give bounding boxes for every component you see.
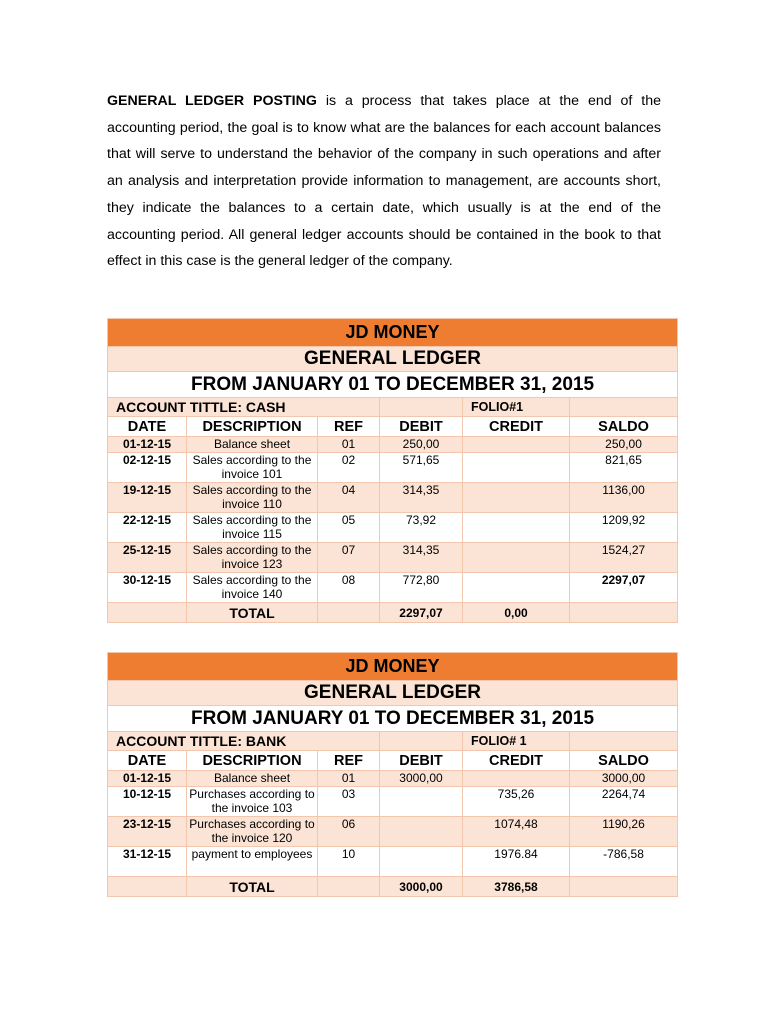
cell-saldo: 2297,07 (570, 573, 678, 603)
cell-saldo: 821,65 (570, 453, 678, 483)
cell-debit: 314,35 (380, 483, 463, 513)
cell-date: 01-12-15 (108, 771, 187, 787)
header-ref: REF (318, 751, 380, 771)
ledger-title: GENERAL LEDGER (108, 347, 678, 372)
intro-paragraph (107, 88, 661, 275)
cell-credit (463, 543, 570, 573)
cell-description: Balance sheet (187, 771, 318, 787)
intro-text: is a process that takes place at the end of the accounting period, the goal is to know what are the balances for each account balances that will serve to understand the behavior of the company in such operations and after an analysis and interpretation provide information to management, are accounts short, they indicate the balances to a certain date, which usually is at the end of the accounting period. All general ledger accounts should be contained in the book to that effect in this case is the general ledger of the company. (107, 93, 661, 270)
cell-debit: 73,92 (380, 513, 463, 543)
cell-date: 01-12-15 (108, 437, 187, 453)
table-row (108, 817, 678, 847)
header-saldo: SALDO (570, 417, 678, 437)
header-credit: CREDIT (463, 751, 570, 771)
cell-description: Sales according to the invoice 115 (187, 513, 318, 543)
header-debit: DEBIT (380, 751, 463, 771)
cell-date: 22-12-15 (108, 513, 187, 543)
company-name: JD MONEY (108, 319, 678, 347)
cell-credit (463, 437, 570, 453)
total-credit: 3786,58 (463, 877, 570, 897)
table-row (108, 771, 678, 787)
cell-debit: 571,65 (380, 453, 463, 483)
header-debit: DEBIT (380, 417, 463, 437)
cell-saldo: 2264,74 (570, 787, 678, 817)
total-row (108, 877, 678, 897)
account-title: ACCOUNT TITTLE: BANK (108, 732, 380, 751)
cell-description: Purchases according to the invoice 120 (187, 817, 318, 847)
table-row (108, 513, 678, 543)
cell-date: 19-12-15 (108, 483, 187, 513)
table-row (108, 787, 678, 817)
cell-date: 30-12-15 (108, 573, 187, 603)
header-saldo: SALDO (570, 751, 678, 771)
ledger-period: FROM JANUARY 01 TO DECEMBER 31, 2015 (108, 372, 678, 398)
cell-credit (463, 513, 570, 543)
cell-credit: 735,26 (463, 787, 570, 817)
header-ref: REF (318, 417, 380, 437)
cell-description: Sales according to the invoice 140 (187, 573, 318, 603)
total-label: TOTAL (187, 603, 318, 623)
total-debit: 2297,07 (380, 603, 463, 623)
cell-credit (463, 573, 570, 603)
header-description: DESCRIPTION (187, 751, 318, 771)
cell-credit (463, 483, 570, 513)
header-date: DATE (108, 417, 187, 437)
cell-credit (463, 453, 570, 483)
cell-ref: 06 (318, 817, 380, 847)
cell-credit (463, 771, 570, 787)
cell-saldo: 250,00 (570, 437, 678, 453)
total-row (108, 603, 678, 623)
folio-number: FOLIO#1 (463, 398, 570, 417)
folio-number: FOLIO# 1 (463, 732, 570, 751)
table-row (108, 437, 678, 453)
cell-saldo: 3000,00 (570, 771, 678, 787)
cell-credit: 1976.84 (463, 847, 570, 877)
company-name: JD MONEY (108, 653, 678, 681)
cell-saldo: 1209,92 (570, 513, 678, 543)
cell-description: payment to employees (187, 847, 318, 877)
cell-date: 23-12-15 (108, 817, 187, 847)
cell-debit: 3000,00 (380, 771, 463, 787)
table-row (108, 453, 678, 483)
cell-debit (380, 817, 463, 847)
total-debit: 3000,00 (380, 877, 463, 897)
table-row (108, 543, 678, 573)
cell-ref: 05 (318, 513, 380, 543)
cell-ref: 02 (318, 453, 380, 483)
header-credit: CREDIT (463, 417, 570, 437)
cell-ref: 01 (318, 437, 380, 453)
table-row (108, 573, 678, 603)
cell-date: 25-12-15 (108, 543, 187, 573)
ledger-period: FROM JANUARY 01 TO DECEMBER 31, 2015 (108, 706, 678, 732)
total-label: TOTAL (187, 877, 318, 897)
cell-date: 10-12-15 (108, 787, 187, 817)
cell-saldo: 1524,27 (570, 543, 678, 573)
cell-debit: 314,35 (380, 543, 463, 573)
table-row (108, 847, 678, 877)
cell-description: Sales according to the invoice 101 (187, 453, 318, 483)
cell-debit (380, 787, 463, 817)
cell-ref: 03 (318, 787, 380, 817)
cell-saldo: -786,58 (570, 847, 678, 877)
cell-description: Sales according to the invoice 110 (187, 483, 318, 513)
header-date: DATE (108, 751, 187, 771)
cell-debit: 250,00 (380, 437, 463, 453)
cell-description: Balance sheet (187, 437, 318, 453)
cell-ref: 10 (318, 847, 380, 877)
ledger-table-bank (107, 652, 678, 897)
cell-date: 02-12-15 (108, 453, 187, 483)
table-row (108, 483, 678, 513)
cell-date: 31-12-15 (108, 847, 187, 877)
total-credit: 0,00 (463, 603, 570, 623)
intro-bold-lead: GENERAL LEDGER POSTING (107, 93, 317, 109)
cell-debit: 772,80 (380, 573, 463, 603)
cell-ref: 01 (318, 771, 380, 787)
cell-saldo: 1136,00 (570, 483, 678, 513)
cell-debit (380, 847, 463, 877)
cell-ref: 04 (318, 483, 380, 513)
cell-saldo: 1190,26 (570, 817, 678, 847)
cell-description: Purchases according to the invoice 103 (187, 787, 318, 817)
ledger-table-cash (107, 318, 678, 623)
account-title: ACCOUNT TITTLE: CASH (108, 398, 380, 417)
cell-credit: 1074,48 (463, 817, 570, 847)
cell-description: Sales according to the invoice 123 (187, 543, 318, 573)
cell-ref: 07 (318, 543, 380, 573)
cell-ref: 08 (318, 573, 380, 603)
header-description: DESCRIPTION (187, 417, 318, 437)
ledger-title: GENERAL LEDGER (108, 681, 678, 706)
